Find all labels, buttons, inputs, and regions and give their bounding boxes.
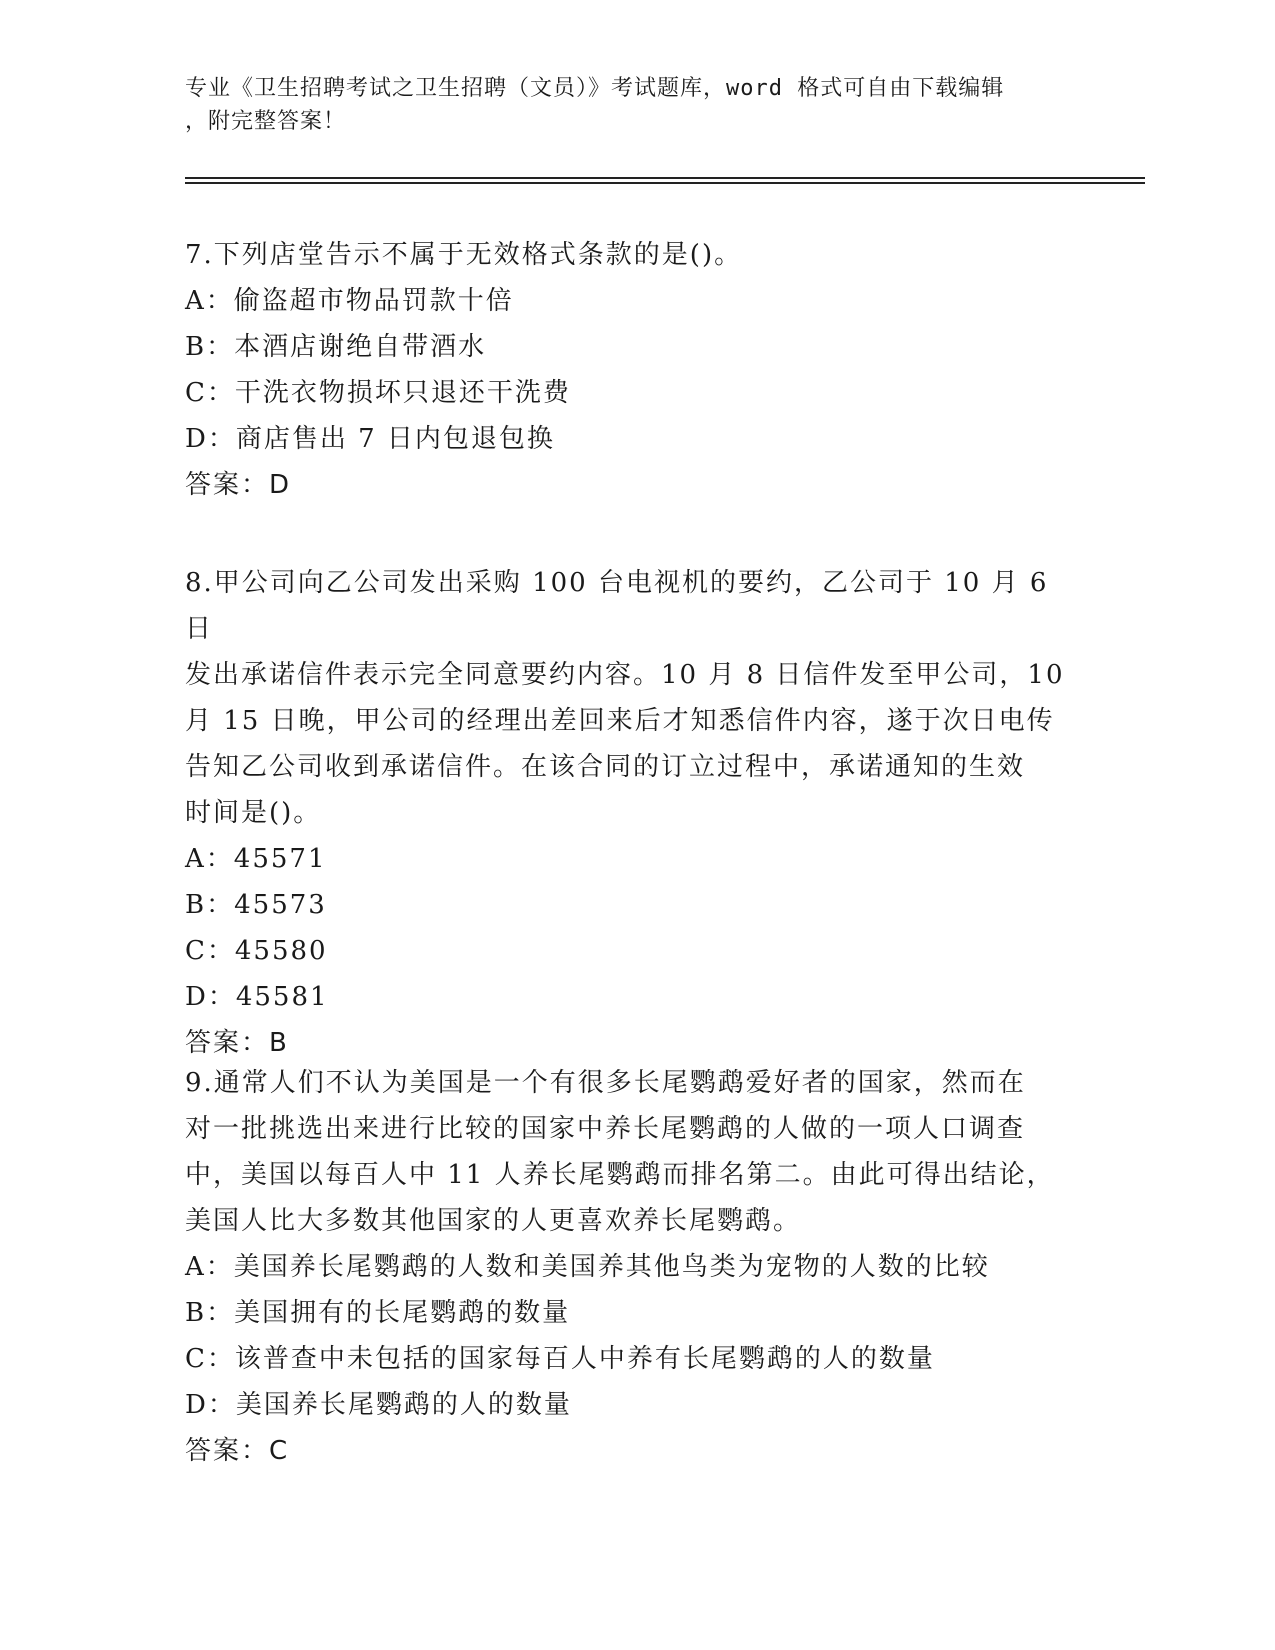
question-stem-line: 时间是()。: [185, 798, 322, 828]
question-stem-line: 月 15 日晚，甲公司的经理出差回来后才知悉信件内容，遂于次日电传: [185, 706, 1055, 736]
question-stem-line: 中，美国以每百人中 11 人养长尾鹦鹉而排名第二。由此可得出结论，: [185, 1160, 1055, 1190]
option-c: C：干洗衣物损坏只退还干洗费: [185, 378, 571, 408]
option-d: D：45581: [185, 982, 329, 1012]
question-stem-line: 美国人比大多数其他国家的人更喜欢养长尾鹦鹉。: [185, 1206, 802, 1236]
question-7: [185, 232, 1085, 508]
option-b: B：45573: [185, 890, 327, 920]
question-stem-line: 9.通常人们不认为美国是一个有很多长尾鹦鹉爱好者的国家，然而在: [185, 1068, 1026, 1098]
question-stem-line: 对一批挑选出来进行比较的国家中养长尾鹦鹉的人做的一项人口调查: [185, 1114, 1026, 1144]
header-line-2: ，附完整答案！: [185, 109, 347, 134]
question-9: [185, 1060, 1085, 1474]
answer-line: 答案：B: [185, 1028, 289, 1058]
answer-line: 答案：C: [185, 1436, 290, 1466]
question-stem-line: 8.甲公司向乙公司发出采购 100 台电视机的要约，乙公司于 10 月 6 日: [185, 568, 1049, 644]
answer-line: 答案：D: [185, 470, 292, 500]
header-divider-top: [185, 177, 1145, 179]
option-c: C：45580: [185, 936, 328, 966]
option-b: B：本酒店谢绝自带酒水: [185, 332, 487, 362]
question-stem-line: 发出承诺信件表示完全同意要约内容。10 月 8 日信件发至甲公司，10: [185, 660, 1065, 690]
option-b: B：美国拥有的长尾鹦鹉的数量: [185, 1298, 571, 1328]
question-8: [185, 560, 1085, 1066]
option-d: D：美国养长尾鹦鹉的人的数量: [185, 1390, 572, 1420]
option-d: D：商店售出 7 日内包退包换: [185, 424, 555, 454]
question-stem: 7.下列店堂告示不属于无效格式条款的是()。: [185, 240, 743, 270]
option-c: C：该普查中未包括的国家每百人中养有长尾鹦鹉的人的数量: [185, 1344, 935, 1374]
document-header: [185, 72, 1065, 138]
header-line-1: 专业《卫生招聘考试之卫生招聘（文员）》考试题库，word 格式可自由下载编辑: [185, 76, 1005, 101]
option-a: A：美国养长尾鹦鹉的人数和美国养其他鸟类为宠物的人数的比较: [185, 1252, 990, 1282]
option-a: A：45571: [185, 844, 327, 874]
header-divider-bottom: [185, 182, 1145, 184]
question-stem-line: 告知乙公司收到承诺信件。在该合同的订立过程中，承诺通知的生效: [185, 752, 1026, 782]
option-a: A：偷盗超市物品罚款十倍: [185, 286, 514, 316]
